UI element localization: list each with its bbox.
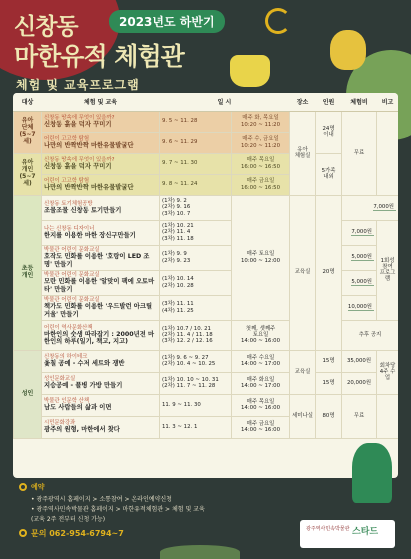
fee-elementary-5: 10,000원 [342,295,377,320]
count-seminar: 80명 [316,394,342,438]
row-date: 9. 6 ~ 11. 29 [160,132,232,153]
decor-leaf [160,545,240,559]
category-elementary: 초등 개인 [14,195,42,350]
table-row: 신창동 땅속에 무엇이 있을까? 신창동 흙을 덕자 꾸미기 [42,111,160,132]
row-date: (1차) 9. 2 (2차) 9. 16 (3차) 10. 7 [160,195,232,220]
decor-spiral [265,8,291,34]
row-date: (1차) 10. 10 ~ 10. 31 (2차) 11. 7 ~ 11. 28 [160,372,232,394]
table-row: 신창동의 하이테크 옻칠 공예 - 수저 세트와 쟁반 [42,350,160,372]
note-adult: 회차당 4주 수업 [377,350,399,394]
decor-pot-illustration [230,55,270,87]
row-date: 9. 5 ~ 11. 28 [160,111,232,132]
count-preschool-group: 24명 이내 [316,111,342,153]
header-count: 인원 [316,93,342,111]
count-adult-2: 15명 [316,372,342,394]
row-date: (1차) 10.7 / 10. 21 (2차) 11. 4 / 11. 18 (3차) 12. 2 / 12. 16 [160,320,232,350]
program-table-board [13,93,398,478]
title-sub: 체험 및 교육프로그램 [16,78,140,92]
category-adult: 성인 [14,350,42,438]
table-row: 나는 신창동 디자이너 한지를 이용한 마한 장신구만들기 [42,220,160,245]
table-row: 신창동 땅속에 무엇이 있을까? 신창동 흙을 덕자 꾸미기 [42,153,160,174]
phone-icon [19,529,27,537]
fee-elementary-6: 추후 공지 [342,320,399,350]
place-seminar: 세미나실 [290,394,316,438]
table-row: 어린이 고고학 탐험 나만의 반짝반짝 마한유물발굴단 [42,174,160,195]
logo-museum: 광주역사민속박물관 [306,526,350,532]
row-date: 11. 9 ~ 11. 30 [160,394,232,416]
row-time: 매주 화, 목요일 10:20 ~ 11:20 [232,111,290,132]
header-note: 비고 [377,93,399,111]
header-target: 대상 [14,93,42,111]
contact-phone: 문의 062-954-6794~7 [31,529,124,538]
table-row: 어린이 역사문화산책 마한인의 숫생 따라잡기 : 2000년전 마한인의 하루(일기, 책고, 지고) [42,320,160,350]
row-date: 11. 3 ~ 12. 1 [160,416,232,438]
count-preschool-family: 5가족 내외 [316,153,342,195]
fee-adult-2: 20,000원 [342,372,377,394]
fee-elementary-4: 5,000원 [342,270,377,295]
logo-second: 스타드 [352,527,379,537]
row-time: 매주 화요일 14:00 ~ 17:00 [232,372,290,394]
row-time: 매주 금요일 14:00 ~ 16:00 [232,416,290,438]
fee-elementary-3: 5,000원 [342,245,377,270]
row-date: 9. 8 ~ 11. 24 [160,174,232,195]
time-elementary: 매주 토요일 10:00 ~ 12:00 [232,195,290,320]
header-fee: 체험비 [342,93,377,111]
reservation-line-1: • 광주광역시 홈페이지 > 소통참여 > 온라인예약신청 [31,496,172,503]
header-place: 장소 [290,93,316,111]
decor-tiger-illustration [330,30,366,70]
table-row: 시민문화강좌 광주의 원형, 마한에서 찾다 [42,416,160,438]
mascot-illustration [352,443,392,503]
header-program: 체험 및 교육 [42,93,160,111]
table-row: 박물관 인문학 산책 남도 사람들의 삶과 이면 [42,394,160,416]
row-date: (1차) 9. 6 ~ 9. 27 (2차) 10. 4 ~ 10. 25 [160,350,232,372]
program-table [13,93,398,439]
title-main: 마한유적 체험관 [14,42,184,71]
row-date: (1차) 10. 14 (2차) 10. 28 [160,270,232,295]
row-date: (3차) 11. 11 (4차) 11. 25 [160,295,232,320]
category-preschool-group: 유아 단체 (5~7세) [14,111,42,153]
place-preschool: 유아 체험실 [290,111,316,195]
place-adult: 교육실 [290,350,316,394]
table-row: 신창동 토기체험공방 조물조물 신창동 토기만들기 [42,195,160,220]
reservation-line-2: • 광주역사민속박물관 홈페이지 > 마한유적체험관 > 체험 및 교육 [31,506,205,513]
header-datetime: 일 시 [160,93,290,111]
row-time: 매주 목요일 14:00 ~ 16:00 [232,394,290,416]
fee-elementary-1: 7,000원 [342,195,399,220]
note-elementary: 1회성 참여 프로그램 [377,220,399,320]
fee-free-preschool: 무료 [342,111,377,195]
count-elementary: 20명 [316,195,342,350]
row-date: (1차) 9. 9 (2차) 9. 23 [160,245,232,270]
row-time: 첫째, 셋째주 토요일 14:00 ~ 16:00 [232,320,290,350]
fee-adult-1: 35,000원 [342,350,377,372]
fee-elementary-2: 7,000원 [342,220,377,245]
title-location: 신창동 [14,14,78,40]
row-time: 매주 수요일 14:00 ~ 17:00 [232,350,290,372]
table-row: 박물관 어린이 문화교실 모란 민화를 이용한 '알맞이 팩에 오토마타' 만들기 [42,270,160,295]
row-time: 매주 목요일 16:00 ~ 16:50 [232,153,290,174]
row-time: 매주 금요일 16:00 ~ 16:50 [232,174,290,195]
sponsor-logos [300,520,395,548]
category-preschool-family: 유아 개인 (5~7세) [14,153,42,195]
place-elementary: 교육실 [290,195,316,350]
row-date: (1차) 10. 21 (2차) 11. 4 (3차) 11. 18 [160,220,232,245]
reservation-line-3: (교육 2주 전부터 신청 가능) [31,516,106,523]
fee-free-seminar: 무료 [342,394,377,438]
table-row: 박물관 어린이 문화교실 호작도 민화를 이용한 '호랑이 LED 조명' 만들기 [42,245,160,270]
table-row: 박물관 어린이 문화교실 책가도 민화를 이용한 '우드발런 아크릴 거울' 만들기 [42,295,160,320]
reservation-icon [19,483,27,491]
count-adult-1: 15명 [316,350,342,372]
reservation-heading: 예약 [31,483,45,491]
row-date: 9. 7 ~ 11. 30 [160,153,232,174]
year-badge: 2023년도 하반기 [109,10,225,33]
table-row: 성인문화교실 지승공예 - 플병 가방 만들기 [42,372,160,394]
table-row: 어린이 고고학 탐험 나만의 반짝반짝 마한유물발굴단 [42,132,160,153]
row-time: 매주 수, 금요일 10:20 ~ 11:20 [232,132,290,153]
